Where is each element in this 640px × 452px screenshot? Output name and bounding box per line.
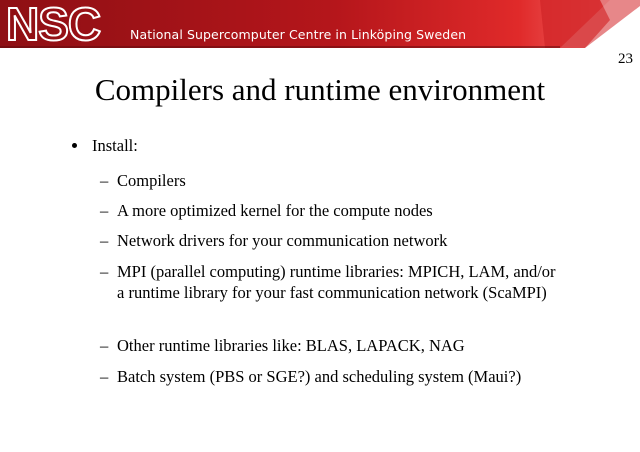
nsc-logo: NSC <box>6 0 101 48</box>
dash-icon: – <box>100 262 109 281</box>
list-item <box>100 200 580 221</box>
list-item-text: Compilers <box>117 171 186 190</box>
list-item-text: MPI (parallel computing) runtime libraries: MPICH, LAM, and/or a runtime library for your fast communication network (ScaMPI) <box>117 262 556 302</box>
dash-icon: – <box>100 201 109 220</box>
list-item <box>100 335 580 356</box>
organization-name: National Supercomputer Centre in Linköping Sweden <box>130 27 467 42</box>
dash-icon: – <box>100 367 109 386</box>
list-item-text: Other runtime libraries like: BLAS, LAPACK, NAG <box>117 336 465 355</box>
list-item-text: A more optimized kernel for the compute nodes <box>117 201 433 220</box>
bullet-label: Install: <box>92 136 138 155</box>
bullet-dot-icon <box>72 143 77 148</box>
dash-icon: – <box>100 336 109 355</box>
dash-icon: – <box>100 171 109 190</box>
list-item-text: Network drivers for your communication network <box>117 231 448 250</box>
list-item-text: Batch system (PBS or SGE?) and scheduling system (Maui?) <box>117 367 522 386</box>
list-item <box>100 170 580 191</box>
page-number: 23 <box>618 51 633 67</box>
list-item <box>100 261 560 303</box>
list-item <box>100 230 580 251</box>
dash-icon: – <box>100 231 109 250</box>
header-banner <box>0 0 640 48</box>
list-item <box>100 366 580 387</box>
slide-title: Compilers and runtime environment <box>94 72 546 107</box>
